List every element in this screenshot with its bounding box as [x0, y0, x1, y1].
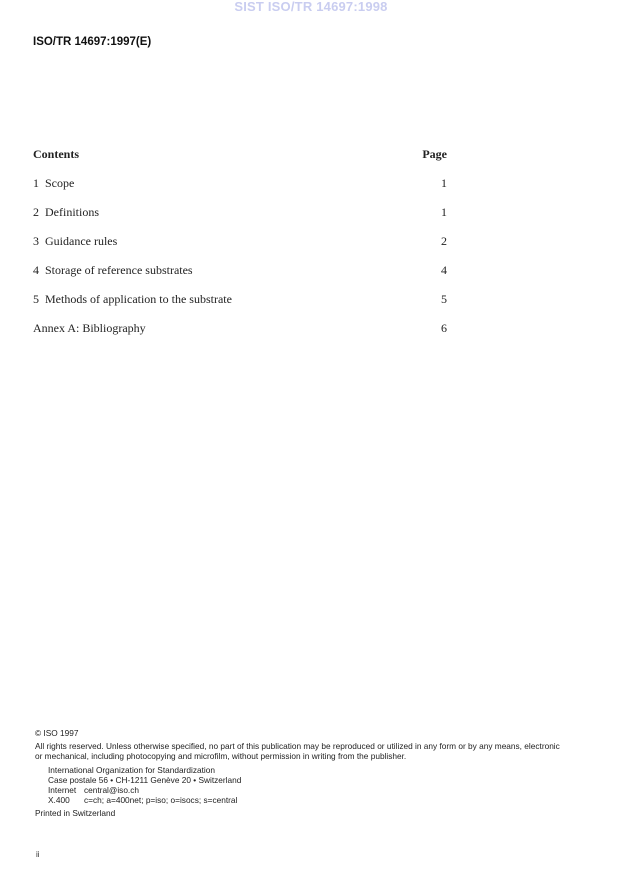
toc-entry-number: 4 [33, 263, 39, 277]
internet-row [48, 785, 595, 795]
document-id: ISO/TR 14697:1997(E) [33, 36, 152, 48]
organization-address [48, 765, 595, 805]
toc-entry-page: 6 [441, 321, 447, 335]
toc-entry-title: Storage of reference substrates [45, 263, 193, 277]
legal-notice [35, 741, 595, 761]
toc-entry-number: 1 [33, 176, 39, 190]
legal-line-1: All rights reserved. Unless otherwise specified, no part of this publication may be reproduced or utilized in any form or by any means, electronic [35, 741, 560, 751]
toc-entry-title: Guidance rules [45, 234, 118, 248]
org-name: International Organization for Standardization [48, 765, 215, 775]
toc-entry-scope[interactable] [33, 176, 447, 205]
toc-entry-page: 2 [441, 234, 447, 248]
contents-heading: Contents [33, 147, 80, 161]
toc-entry-number: 3 [33, 234, 39, 248]
legal-line-2: or mechanical, including photocopying and microfilm, without permission in writing from the publisher. [35, 751, 407, 761]
toc-entry-title: Scope [45, 176, 75, 190]
x400-address: c=ch; a=400net; p=iso; o=isocs; s=central [84, 795, 238, 805]
x400-row [48, 795, 595, 805]
toc-entry-title: Methods of application to the substrate [45, 292, 232, 306]
toc-entry-title: Definitions [45, 205, 99, 219]
toc-entry-page: 1 [441, 176, 447, 190]
toc-entry-number: 2 [33, 205, 39, 219]
toc-entry-page: 1 [441, 205, 447, 219]
watermark: SIST ISO/TR 14697:1998 [234, 0, 388, 14]
copyright-block [35, 728, 595, 818]
internet-address[interactable]: central@iso.ch [84, 785, 139, 795]
table-of-contents [33, 147, 447, 350]
toc-header [33, 147, 447, 165]
toc-entry-page: 5 [441, 292, 447, 306]
toc-entry-page: 4 [441, 263, 447, 277]
copyright-notice: © ISO 1997 [35, 728, 79, 738]
toc-entry-number: 5 [33, 292, 39, 306]
toc-entry-storage[interactable] [33, 263, 447, 292]
x400-label: X.400 [48, 795, 70, 805]
page-number: ii [36, 850, 40, 859]
toc-entry-annex-a[interactable] [33, 321, 447, 350]
toc-entry-methods[interactable] [33, 292, 447, 321]
toc-entry-guidance-rules[interactable] [33, 234, 447, 263]
page-heading: Page [422, 147, 447, 161]
printed-in: Printed in Switzerland [35, 808, 116, 818]
toc-entry-title: Annex A: Bibliography [33, 321, 146, 335]
org-postal-address: Case postale 56 • CH-1211 Genève 20 • Switzerland [48, 775, 242, 785]
toc-entry-definitions[interactable] [33, 205, 447, 234]
internet-label: Internet [48, 785, 77, 795]
